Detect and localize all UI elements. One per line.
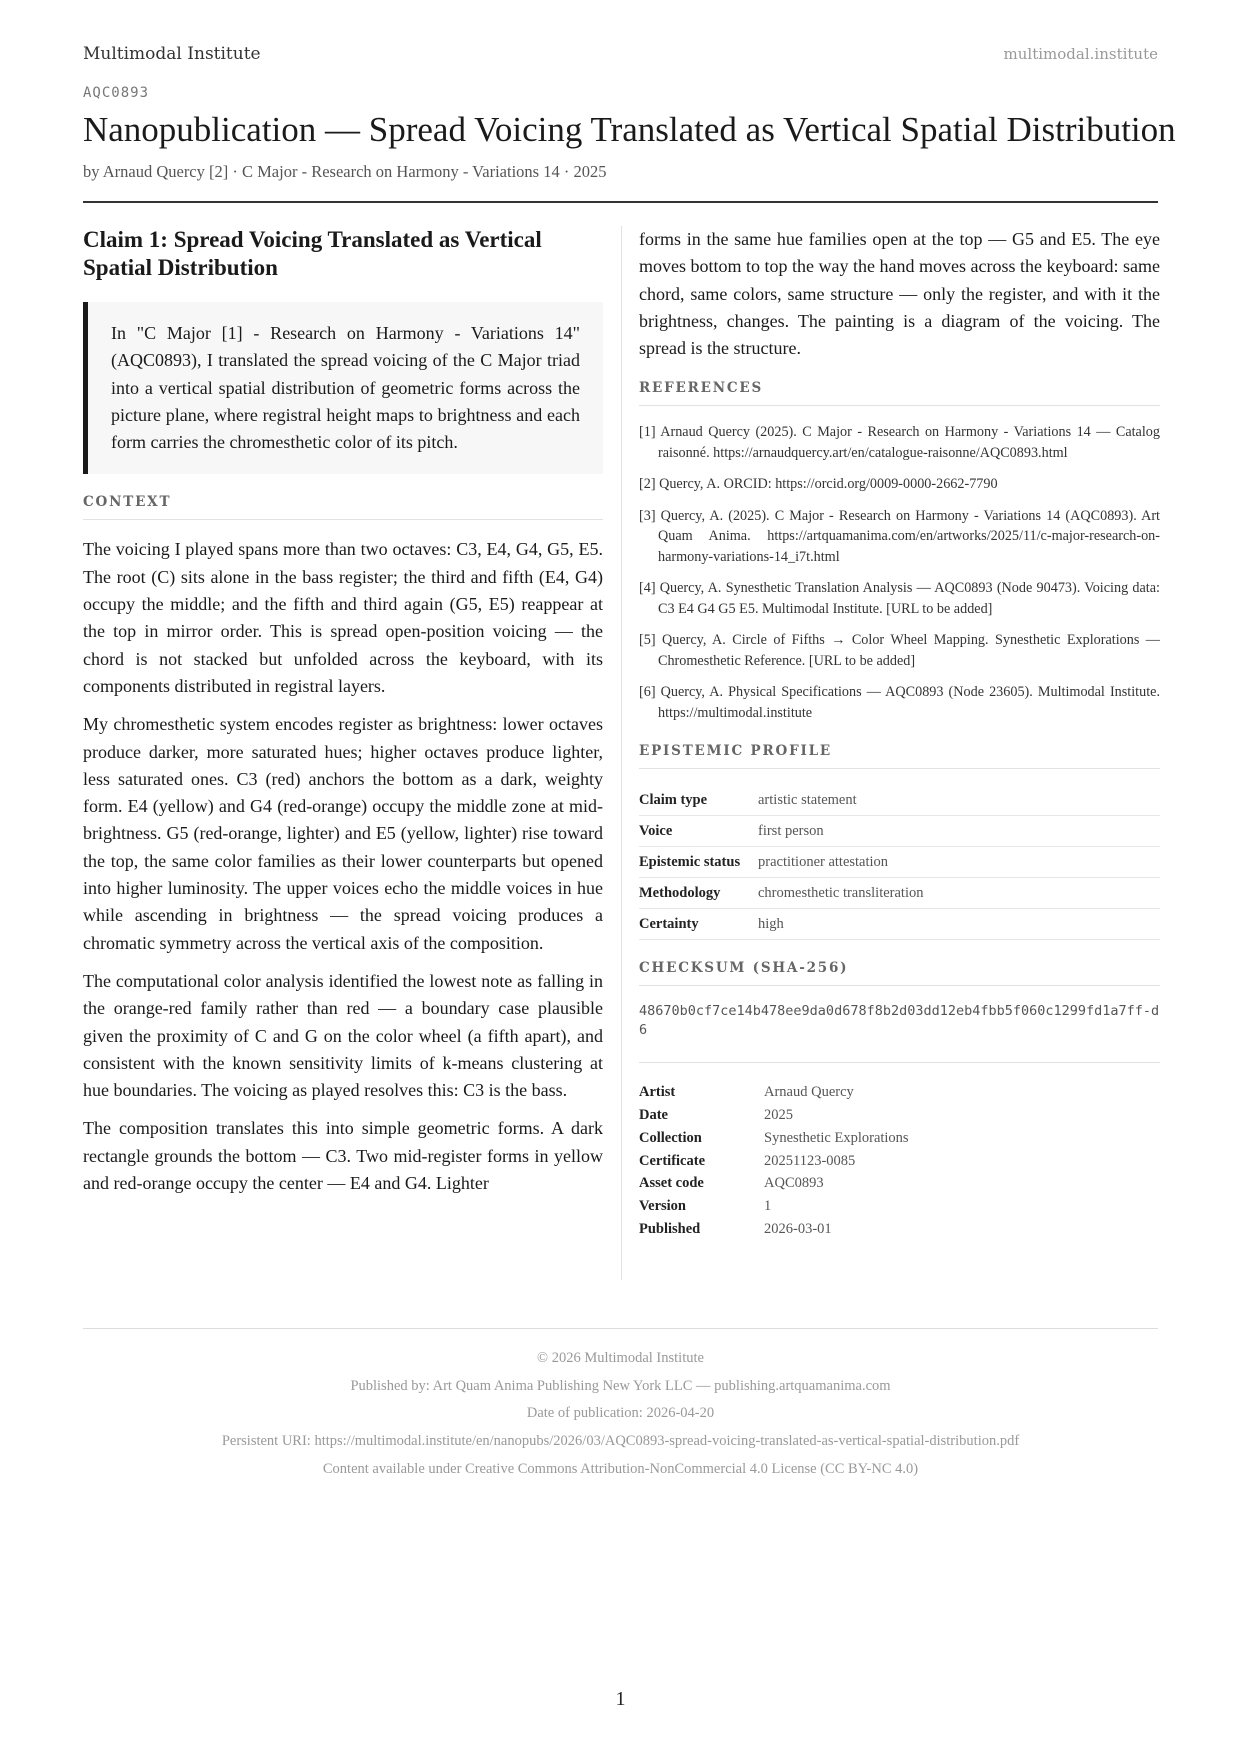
- header-divider: [83, 201, 1158, 203]
- reference-item: [1] Arnaud Quercy (2025). C Major - Research on Harmony - Variations 14 — Catalog raisonné. https://arnaudquercy.art/en/catalogue-raisonne/AQC0893.html: [639, 424, 1160, 461]
- footer: [83, 1345, 1158, 1484]
- table-row: [639, 909, 1160, 940]
- epistemic-key: Claim type: [639, 785, 758, 816]
- metadata-value: 1: [764, 1198, 772, 1214]
- context-paragraph: The computational color analysis identified the lowest note as falling in the orange-red family rather than red — a boundary case plausible given the proximity of C and G on the color wheel (a fifth apart), and consistent with the known sensitivity limits of k-means clustering at hue boundaries. The voicing as played resolves this: C3 is the bass.: [83, 970, 603, 1101]
- metadata-row: [639, 1127, 1160, 1150]
- epistemic-value: chromesthetic transliteration: [758, 878, 1160, 909]
- table-row: [639, 816, 1160, 847]
- epistemic-key: Epistemic status: [639, 847, 758, 878]
- context-paragraph-split-end: forms in the same hue families open at the top — G5 and E5. The eye moves bottom to top the way the hand moves across the keyboard: same chord, same colors, same structure — only the register, and with it the brightness, changes. The painting is a diagram of the voicing. The spread is the structure.: [639, 229, 1160, 359]
- metadata-value: Synesthetic Explorations: [764, 1129, 909, 1146]
- footer-date: Date of publication: 2026-04-20: [526, 1405, 715, 1422]
- metadata-value: Arnaud Quercy: [764, 1084, 854, 1101]
- metadata-key: Published: [639, 1220, 701, 1237]
- metadata-key: Date: [639, 1107, 668, 1124]
- byline: by Arnaud Quercy [2] · C Major - Research on Harmony - Variations 14 · 2025: [83, 162, 607, 181]
- epistemic-label: EPISTEMIC PROFILE: [639, 743, 1160, 769]
- checksum-value: 48670b0cf7ce14b478ee9da0d678f8b2d03dd12eb4fbb5f060c1299fd1a7ff-d6: [639, 1002, 1160, 1063]
- metadata-value: 2025: [764, 1107, 793, 1124]
- metadata-key: Asset code: [639, 1175, 704, 1192]
- metadata-row: [639, 1150, 1160, 1173]
- epistemic-value: artistic statement: [758, 785, 1160, 816]
- reference-item: [2] Quercy, A. ORCID: https://orcid.org/0009-0000-2662-7790: [639, 476, 998, 493]
- reference-item: [3] Quercy, A. (2025). C Major - Research on Harmony - Variations 14 (AQC0893). Art Quam Anima. https://artquamanima.com/en/artworks/2025/11/c-major-research-on-harmony-variations-14_i7t.html: [639, 507, 1160, 565]
- footer-uri: Persistent URI: https://multimodal.institute/en/nanopubs/2026/03/AQC0893-spread-voicing-translated-as-vertical-spatial-distribution.pdf: [221, 1433, 1020, 1450]
- page-number: 1: [615, 1688, 626, 1710]
- table-row: [639, 878, 1160, 909]
- epistemic-key: Methodology: [639, 878, 758, 909]
- left-column: [83, 226, 603, 1208]
- epistemic-key: Voice: [639, 816, 758, 847]
- footer-copyright: © 2026 Multimodal Institute: [537, 1350, 704, 1366]
- footer-publisher: Published by: Art Quam Anima Publishing New York LLC — publishing.artquamanima.com: [350, 1377, 891, 1394]
- context-paragraph: The voicing I played spans more than two octaves: C3, E4, G4, G5, E5. The root (C) sits alone in the bass register; the third and fifth (E4, G4) occupy the middle; and the fifth and third again (G5, E5) reappear at the top in mirror order. This is spread open-position voicing — the chord is not stacked but unfolded across the keyboard, with its components distributed in registral layers.: [83, 539, 603, 696]
- metadata-value: 2026-03-01: [764, 1220, 832, 1237]
- epistemic-table: [639, 785, 1160, 940]
- table-row: [639, 785, 1160, 816]
- metadata-row: [639, 1218, 1160, 1241]
- context-label: CONTEXT: [83, 494, 603, 520]
- epistemic-value: first person: [758, 816, 1160, 847]
- metadata-row: [639, 1172, 1160, 1195]
- metadata-key: Version: [639, 1198, 686, 1214]
- metadata-row: [639, 1195, 1160, 1218]
- claim-quote: In "C Major [1] - Research on Harmony - Variations 14" (AQC0893), I translated the spread voicing of the C Major triad into a vertical spatial distribution of geometric forms across the picture plane, where registral height maps to brightness and each form carries the chromesthetic color of its pitch.: [83, 302, 603, 474]
- epistemic-key: Certainty: [639, 909, 758, 940]
- metadata-key: Certificate: [639, 1152, 706, 1169]
- reference-item: [4] Quercy, A. Synesthetic Translation Analysis — AQC0893 (Node 90473). Voicing data: C3 E4 G4 G5 E5. Multimodal Institute. [URL to be added]: [639, 580, 1160, 617]
- right-column: [639, 226, 1160, 1240]
- context-paragraph-split-start: The composition translates this into simple geometric forms. A dark rectangle grounds the bottom — C3. Two mid-register forms in yellow and red-orange occupy the center — E4 and G4. Lighter: [83, 1118, 603, 1194]
- references-list: [639, 422, 1160, 723]
- page-title: Nanopublication — Spread Voicing Translated as Vertical Spatial Distribution: [83, 110, 1176, 149]
- metadata-key: Artist: [639, 1084, 676, 1101]
- reference-item: [6] Quercy, A. Physical Specifications — AQC0893 (Node 23605). Multimodal Institute. https://multimodal.institute: [639, 684, 1160, 721]
- references-label: REFERENCES: [639, 380, 1160, 406]
- metadata-row: [639, 1081, 1160, 1104]
- metadata-row: [639, 1104, 1160, 1127]
- footer-divider: [83, 1328, 1158, 1329]
- metadata-block: [639, 1081, 1160, 1240]
- context-paragraph: My chromesthetic system encodes register as brightness: lower octaves produce darker, more saturated hues; higher octaves produce lighter, less saturated ones. C3 (red) anchors the bottom as a dark, weighty form. E4 (yellow) and G4 (red-orange) occupy the middle zone at mid-brightness. G5 (red-orange, lighter) and E5 (yellow, lighter) rise toward the top, the same color families as their lower counterparts but opened into higher luminosity. The upper voices echo the middle voices in hue while ascending in brightness — the spread voicing produces a chromatic symmetry across the vertical axis of the composition.: [83, 714, 603, 953]
- checksum-label: CHECKSUM (SHA-256): [639, 960, 1160, 986]
- asset-code: AQC0893: [83, 85, 150, 101]
- masthead: [83, 44, 1158, 64]
- claim-heading: Claim 1: Spread Voicing Translated as Vertical Spatial Distribution: [83, 227, 542, 280]
- metadata-key: Collection: [639, 1129, 702, 1146]
- epistemic-value: practitioner attestation: [758, 847, 1160, 878]
- institute-name: Multimodal Institute: [83, 44, 261, 64]
- table-row: [639, 847, 1160, 878]
- metadata-value: 20251123-0085: [764, 1152, 856, 1169]
- institute-site: multimodal.institute: [1003, 45, 1158, 63]
- reference-item: [5] Quercy, A. Circle of Fifths → Color Wheel Mapping. Synesthetic Explorations — Chromesthetic Reference. [URL to be added]: [639, 632, 1160, 669]
- column-divider: [621, 226, 622, 1280]
- footer-license: Content available under Creative Commons Attribution-NonCommercial 4.0 License (CC BY-NC 4.0): [322, 1460, 919, 1477]
- metadata-value: AQC0893: [764, 1175, 824, 1192]
- epistemic-value: high: [758, 909, 1160, 940]
